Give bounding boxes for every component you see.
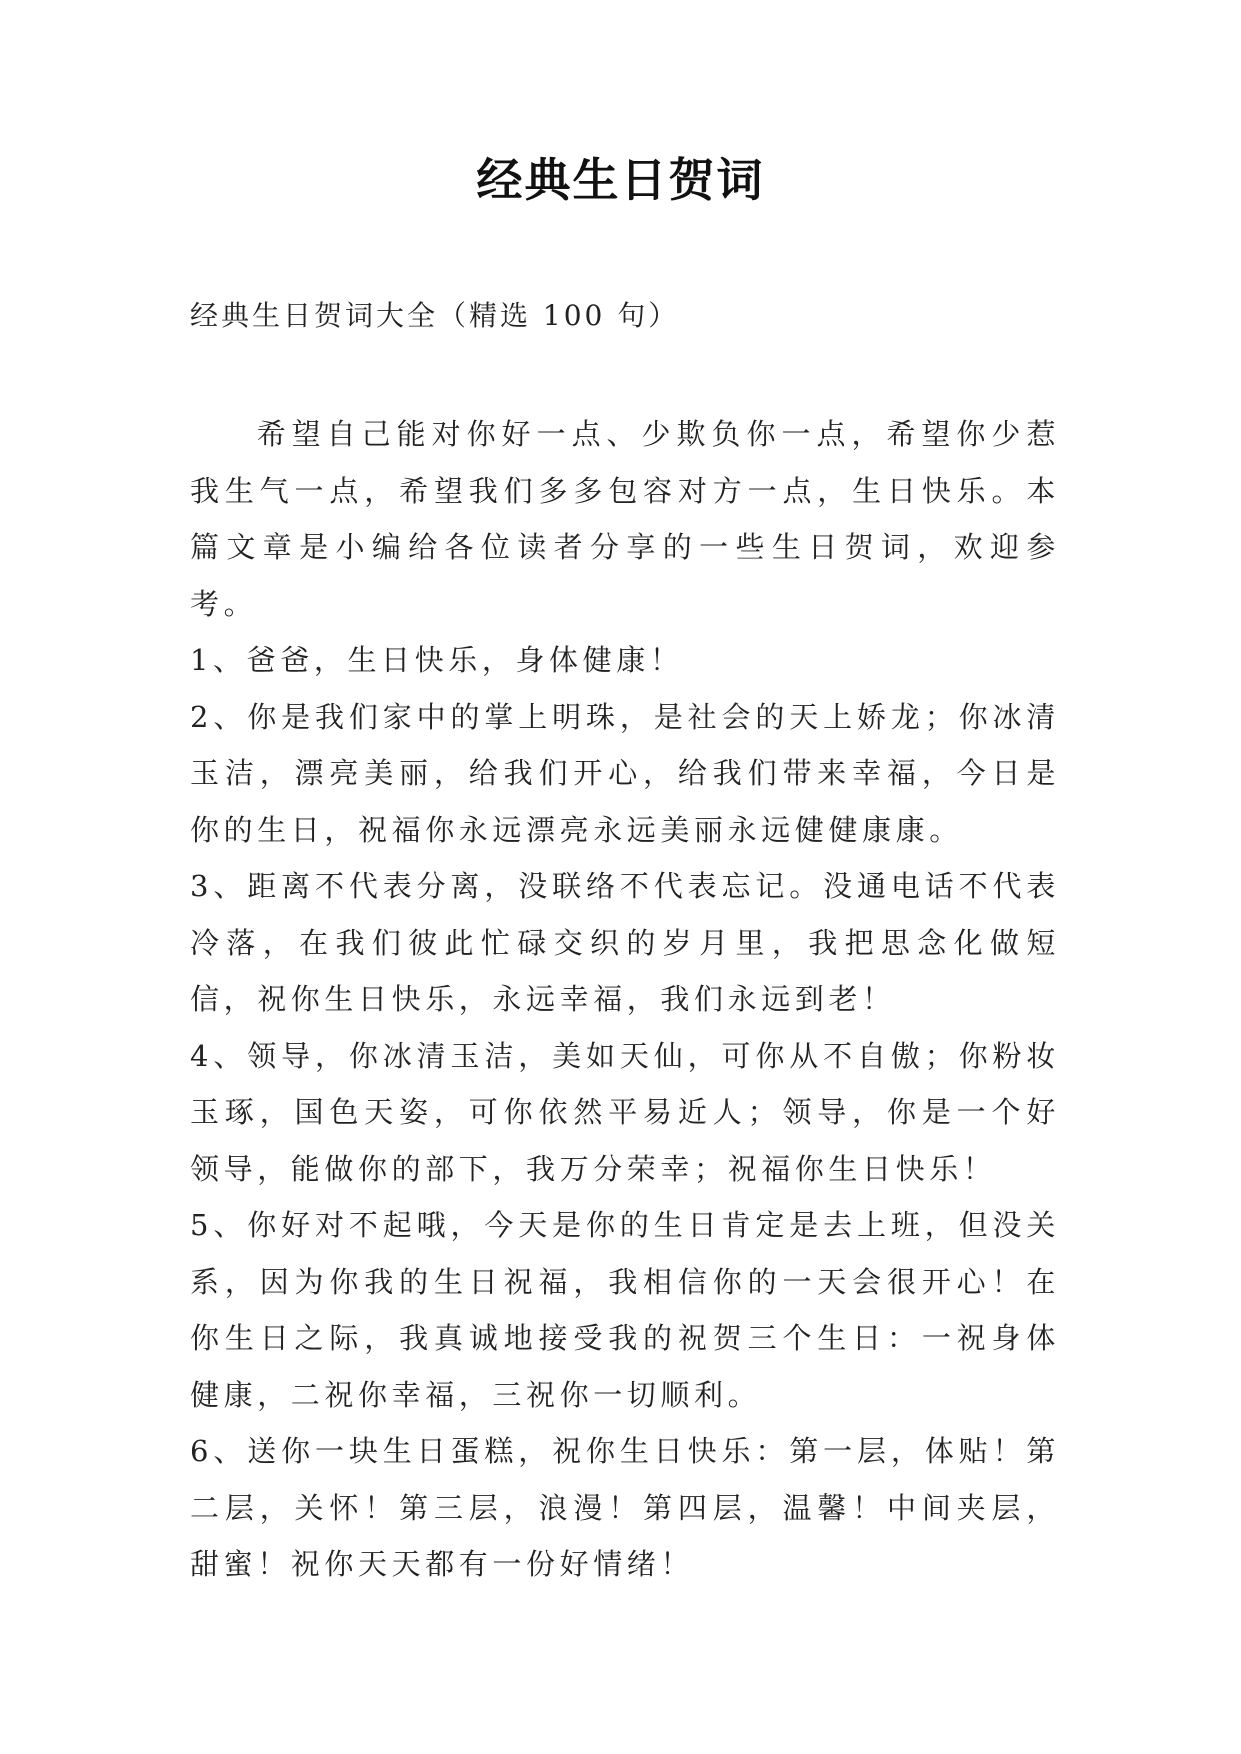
list-item: 5、你好对不起哦，今天是你的生日肯定是去上班，但没关系，因为你我的生日祝福，我相信你的一天会很开心！在你生日之际，我真诚地接受我的祝贺三个生日：一祝身体健康，二祝你幸福，三祝你一切顺利。	[190, 1208, 1060, 1412]
list-item: 4、领导，你冰清玉洁，美如天仙，可你从不自傲；你粉妆玉琢，国色天姿，可你依然平易近人；领导，你是一个好领导，能做你的部下，我万分荣幸；祝福你生日快乐！	[190, 1038, 1060, 1186]
document-subtitle: 经典生日贺词大全（精选 100 句）	[190, 299, 680, 332]
list-item: 3、距离不代表分离，没联络不代表忘记。没通电话不代表冷落，在我们彼此忙碌交织的岁月里，我把思念化做短信，祝你生日快乐，永远幸福，我们永远到老！	[190, 869, 1060, 1016]
intro-paragraph: 希望自己能对你好一点、少欺负你一点，希望你少惹我生气一点，希望我们多多包容对方一点，生日快乐。本篇文章是小编给各位读者分享的一些生日贺词，欢迎参考。	[190, 417, 1060, 621]
document-title: 经典生日贺词	[476, 153, 765, 207]
list-item: 1、爸爸，生日快乐，身体健康！	[190, 643, 684, 677]
list-item: 2、你是我们家中的掌上明珠，是社会的天上娇龙；你冰清玉洁，漂亮美丽，给我们开心，给我们带来幸福，今日是你的生日，祝福你永远漂亮永远美丽永远健健康康。	[190, 699, 1060, 847]
document-body	[190, 406, 1060, 1593]
list-item: 6、送你一块生日蛋糕，祝你生日快乐：第一层，体贴！第二层，关怀！第三层，浪漫！第四层，温馨！中间夹层，甜蜜！祝你天天都有一份好情绪！	[190, 1434, 1060, 1581]
